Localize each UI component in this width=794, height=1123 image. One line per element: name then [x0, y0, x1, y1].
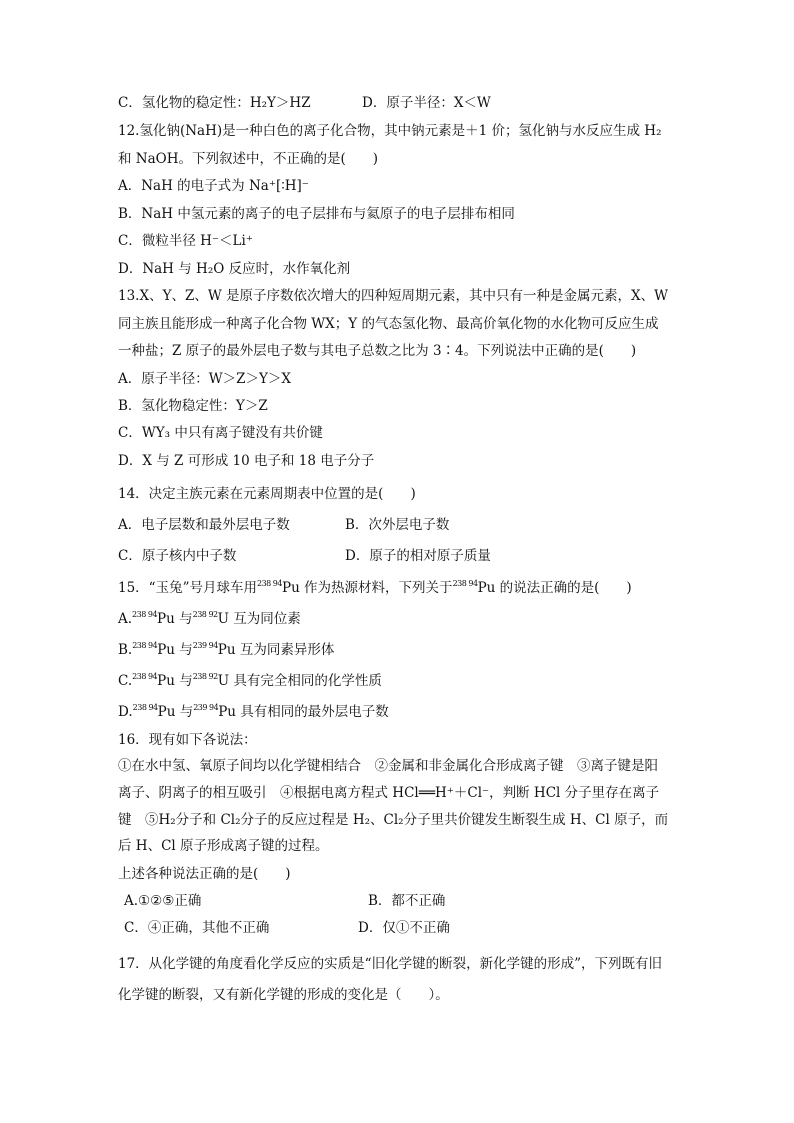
q16-statement-line2: 离子、阴离子的相互吸引 ④根据电离方程式 HCl══H⁺＋Cl⁻，判断 HCl 分子里存在离子 — [118, 785, 660, 801]
q11-option-c: C．氢化物的稳定性：H₂Y＞HZ — [118, 95, 311, 111]
q13-stem-line3: 一种盐；Z 原子的最外层电子数与其电子总数之比为 3∶4。下列说法中正确的是( ) — [118, 343, 637, 359]
q13-option-d: D．X 与 Z 可形成 10 电子和 18 电子分子 — [118, 453, 375, 469]
q16-stem: 16．现有如下各说法： — [118, 732, 257, 748]
isotope-pu-238-label: 238 94 — [256, 579, 282, 588]
q13-option-b: B．氢化物稳定性：Y＞Z — [118, 398, 268, 414]
q15-option-c: C.$^{238 94}$Pu 与$^{238 92}$U 具有完全相同的化学性质 — [118, 672, 382, 689]
q16-option-b: B．都不正确 — [368, 893, 446, 909]
q16-ask: 上述各种说法正确的是( ) — [118, 866, 291, 882]
q12-option-a: A．NaH 的电子式为 Na⁺[∶H]⁻ — [118, 178, 309, 194]
q13-stem-line2: 同主族且能形成一种离子化合物 WX；Y 的气态氢化物、最高价氧化物的水化物可反应生成 — [118, 316, 659, 332]
q13-option-c: C．WY₃ 中只有离子键没有共价键 — [118, 425, 323, 441]
q12-stem-line1: 12.氢化钠(NaH)是一种白色的离子化合物，其中钠元素是＋1 价；氢化钠与水反应生成 H₂ — [118, 123, 662, 139]
q14-stem: 14．决定主族元素在元素周期表中位置的是( ) — [118, 486, 416, 502]
q14-option-a: A．电子层数和最外层电子数 — [118, 517, 290, 533]
q13-option-a: A．原子半径：W＞Z＞Y＞X — [118, 371, 292, 387]
q14-option-d: D．原子的相对原子质量 — [345, 548, 491, 564]
q14-option-b: B．次外层电子数 — [345, 517, 450, 533]
q16-option-a: A.①②⑤正确 — [124, 893, 202, 909]
q15-option-a: A.$^{238 94}$Pu 与$^{238 92}$U 互为同位素 — [118, 610, 301, 627]
q17-stem-line2: 化学键的断裂，又有新化学键的形成的变化是（ ）。 — [118, 987, 449, 1003]
isotope-pu-238-label: 238 94 — [452, 579, 478, 588]
q12-stem-line2: 和 NaOH。下列叙述中，不正确的是( ) — [118, 151, 379, 167]
q15-option-d: D.$^{238 94}$Pu 与$^{239 94}$Pu 具有相同的最外层电子数 — [118, 703, 389, 720]
q16-statement-line3: 键 ⑤H₂分子和 Cl₂分子的反应过程是 H₂、Cl₂分子里共价键发生断裂生成 H、Cl 原子，而 — [118, 812, 669, 828]
q15-option-b: B.$^{238 94}$Pu 与$^{239 94}$Pu 互为同素异形体 — [118, 641, 335, 658]
q16-statement-line1: ①在水中氢、氧原子间均以化学键相结合 ②金属和非金属化合形成离子键 ③离子键是阳 — [118, 758, 658, 774]
q14-option-c: C．原子核内中子数 — [118, 548, 237, 564]
q16-option-d: D．仅①不正确 — [358, 920, 450, 936]
q12-option-d: D．NaH 与 H₂O 反应时，水作氧化剂 — [118, 261, 351, 277]
q16-statement-line4: 后 H、Cl 原子形成离子键的过程。 — [118, 838, 329, 854]
q17-stem-line1: 17．从化学键的角度看化学反应的实质是“旧化学键的断裂，新化学键的形成”，下列既有旧 — [118, 956, 662, 972]
q11-option-d: D．原子半径：X＜W — [362, 95, 491, 111]
q16-option-c: C．④正确，其他不正确 — [124, 920, 270, 936]
q12-option-c: C．微粒半径 H⁻＜Li⁺ — [118, 233, 253, 249]
q13-stem-line1: 13.X、Y、Z、W 是原子序数依次增大的四种短周期元素，其中只有一种是金属元素，X、W — [118, 288, 669, 304]
q12-option-b: B．NaH 中氢元素的离子的电子层排布与氦原子的电子层排布相同 — [118, 206, 515, 222]
q15-stem: 15．“玉兔”号月球车用$^{238 94}$Pu 作为热源材料，下列关于$^{238 94}$Pu 的说法正确的是( ) — [118, 578, 632, 598]
